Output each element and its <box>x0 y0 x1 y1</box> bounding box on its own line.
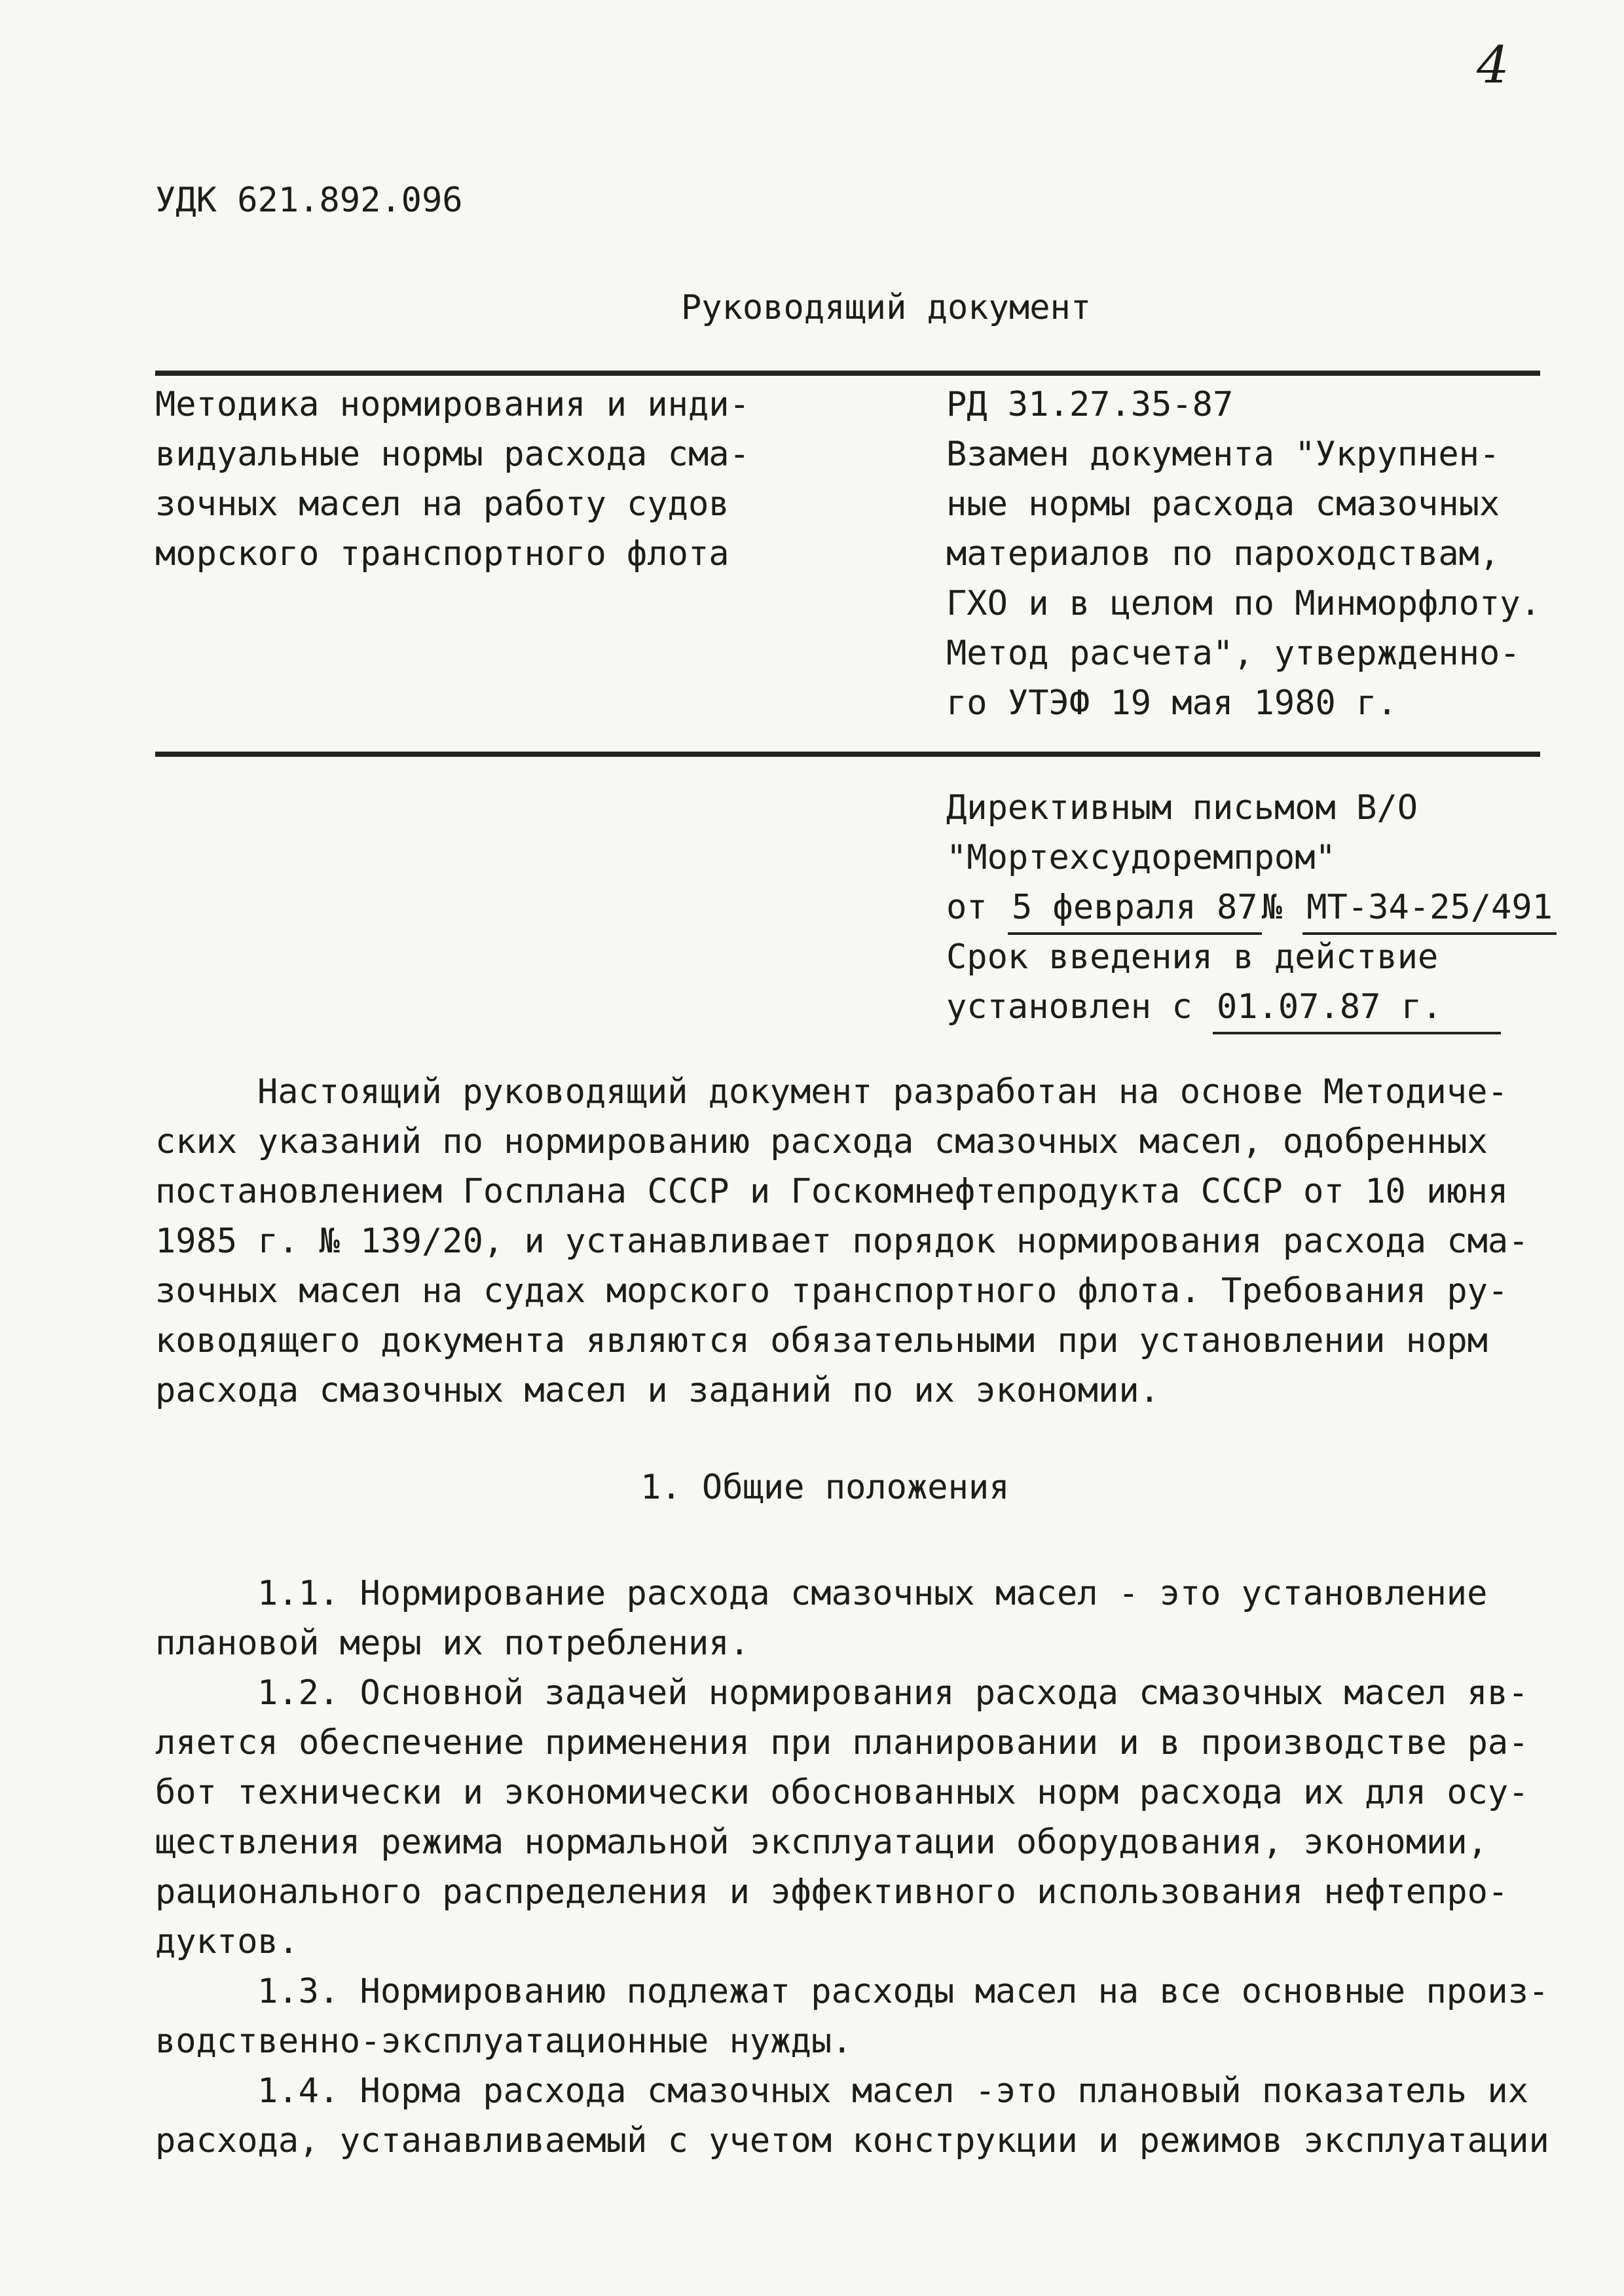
paragraph-line: зочных масел на судах морского транспортного флота. Требования ру- <box>155 1271 1509 1311</box>
document-code: РД 31.27.35-87 <box>946 385 1234 424</box>
directive-date: 5 февраля 87 <box>1008 883 1262 935</box>
approval-line: "Мортехсудоремпром" <box>946 838 1336 877</box>
from-label: от <box>946 888 987 927</box>
effective-date: 01.07.87 г. <box>1213 982 1501 1034</box>
paragraph-line: ководящего документа являются обязательными при установлении норм <box>155 1321 1488 1360</box>
header-left-line: видуальные нормы расхода сма- <box>155 435 750 474</box>
page-number: 4 <box>1477 36 1509 95</box>
item-line: водственно-эксплуатационные нужды. <box>155 2022 853 2061</box>
approval-reference-line <box>946 883 1557 935</box>
approval-line: Директивным письмом В/О <box>946 788 1418 828</box>
item-line: 1.3. Нормированию подлежат расходы масел на все основные произ- <box>257 1972 1549 2011</box>
item-line: бот технически и экономически обоснованных норм расхода их для осу- <box>155 1773 1529 1812</box>
item-line: расхода, устанавливаемый с учетом конструкции и режимов эксплуатации <box>155 2121 1549 2160</box>
item-line: 1.4. Норма расхода смазочных масел -это плановый показатель их <box>257 2071 1529 2111</box>
effective-date-line <box>946 982 1501 1034</box>
header-left-line: Методика нормирования и инди- <box>155 385 750 424</box>
paragraph-line: Настоящий руководящий документ разработан на основе Методиче- <box>257 1072 1508 1112</box>
approval-line: Срок введения в действие <box>946 938 1439 977</box>
item-line: ществления режима нормальной эксплуатации оборудования, экономии, <box>155 1823 1488 1862</box>
item-line: 1.2. Основной задачей нормирования расхода смазочных масел яв- <box>257 1673 1529 1713</box>
header-right-line: го УТЭФ 19 мая 1980 г. <box>946 683 1397 723</box>
header-right-line: Взамен документа "Укрупнен- <box>946 435 1500 474</box>
header-right-line: материалов по пароходствам, <box>946 534 1500 574</box>
item-line: дуктов. <box>155 1922 299 1961</box>
paragraph-line: расхода смазочных масел и заданий по их экономии. <box>155 1371 1160 1410</box>
section-heading: 1. Общие положения <box>640 1468 1010 1507</box>
udk-code: УДК 621.892.096 <box>155 181 463 220</box>
directive-number: МТ-34-25/491 <box>1302 883 1557 935</box>
paragraph-line: постановлением Госплана СССР и Госкомнефтепродукта СССР от 10 июня <box>155 1172 1509 1211</box>
header-left-line: зочных масел на работу судов <box>155 484 729 524</box>
top-rule <box>155 371 1540 376</box>
header-right-line: Метод расчета", утвержденно- <box>946 634 1521 673</box>
header-right-line: ГХО и в целом по Минморфлоту. <box>946 584 1541 623</box>
item-line: ляется обеспечение применения при планировании и в производстве ра- <box>155 1723 1529 1762</box>
middle-rule <box>155 752 1540 757</box>
paragraph-line: 1985 г. № 139/20, и устанавливает порядок нормирования расхода сма- <box>155 1222 1529 1261</box>
header-right-line: ные нормы расхода смазочных <box>946 484 1500 524</box>
item-line: рационального распределения и эффективного использования нефтепро- <box>155 1872 1509 1912</box>
set-label: установлен с <box>946 987 1192 1027</box>
paragraph-line: ских указаний по нормированию расхода смазочных масел, одобренных <box>155 1122 1488 1161</box>
item-line: плановой меры их потребления. <box>155 1624 750 1663</box>
document-type-title: Руководящий документ <box>681 288 1092 327</box>
header-left-line: морского транспортного флота <box>155 534 729 574</box>
number-sign: № <box>1261 888 1282 927</box>
item-line: 1.1. Нормирование расхода смазочных масел - это установление <box>257 1574 1488 1613</box>
